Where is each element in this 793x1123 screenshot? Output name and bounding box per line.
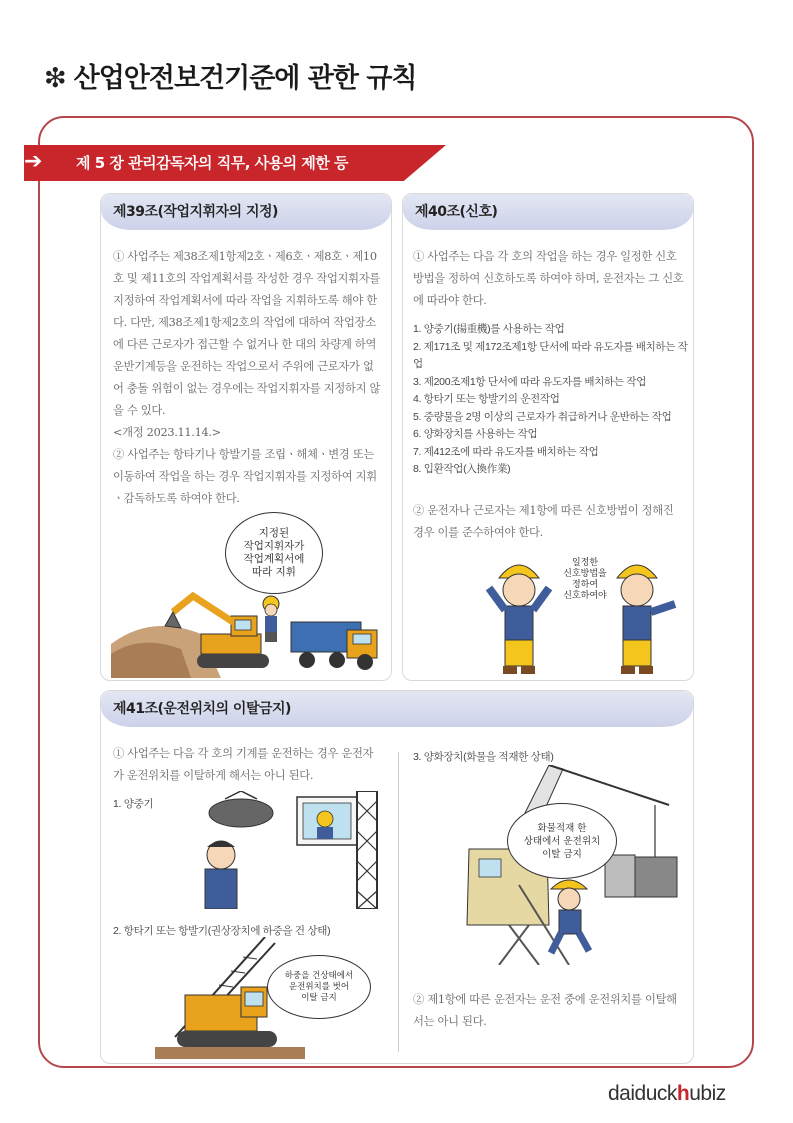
excavator-truck-illustration (111, 574, 383, 678)
crane-operator-illustration (171, 791, 381, 909)
article-40-card (402, 193, 694, 681)
item-1-label: 1. 양중기 (113, 798, 154, 810)
article-40-paragraph-2: ② 운전자나 근로자는 제1항에 따른 신호방법이 정해진 경우 이를 준수하여야 한다. (413, 504, 674, 539)
article-40-list (413, 321, 689, 479)
list-item: 1. 양중기(揚重機)를 사용하는 작업 (413, 323, 565, 335)
article-39-card (100, 193, 392, 681)
list-item: 8. 입환작업(入換作業) (413, 463, 511, 475)
article-39-title: 제39조(작업지휘자의 지정) (113, 204, 278, 220)
arrow-right-icon: ➔ (24, 149, 43, 174)
list-item: 3. 제200조제1항 단서에 따라 유도자를 배치하는 작업 (413, 375, 647, 388)
list-item: 2. 제171조 및 제172조제1항 단서에 따라 유도자를 배치하는 작업 (413, 340, 688, 370)
article-41-card (100, 690, 694, 1064)
crane-speech-bubble: 하중을 건상태에서 운전위치를 벗어 이탈 금지 (267, 955, 371, 1019)
article-41-paragraph-2: ② 제1항에 따른 운전자는 운전 중에 운전위치를 이탈해서는 아니 된다. (413, 993, 677, 1028)
article-41-paragraph-1: ① 사업주는 다음 각 호의 기계를 운전하는 경우 운전자가 운전위치를 이탈하게 해서는 아니 된다. (113, 747, 374, 782)
article-40-title: 제40조(신호) (415, 204, 498, 220)
column-divider (398, 752, 399, 1052)
item-2-label: 2. 항타기 또는 항발기(권상장치에 하중을 건 상태) (113, 925, 331, 937)
article-40-paragraph-1: ① 사업주는 다음 각 호의 작업을 하는 경우 일정한 신호방법을 정하여 신호하도록 하여야 하며, 운전자는 그 신호에 따라야 한다. (413, 250, 684, 307)
company-logo: daiduckhubiz (608, 1082, 726, 1105)
list-item: 6. 양화장치를 사용하는 작업 (413, 428, 538, 440)
article-39-paragraph-1-text: ① 사업주는 제38조제1항제2호ㆍ제6호ㆍ제8호ㆍ제10호 및 제11호의 작업계획서를 작성한 경우 작업지휘자를 지정하여 작업계획서에 따라 작업을 지휘하도록 해야 한다. 다만, 제38조제1항제2호의 작업에 대하여 작업장소에 다른 근로자가 접근할 수 없거나 한 대의 차량계 하역운반기계등을 운전하는 작업으로서 주위에 근로자가 없어 충돌 위험이 없는 경우에는 작업지휘자를 지정하지 않을 수 있다. (113, 250, 381, 417)
amendment-note: <개정 2023.11.14.> (113, 426, 221, 439)
page-title-text: 산업안전보건기준에 관한 규칙 (73, 63, 417, 94)
article-41-title: 제41조(운전위치의 이탈금지) (113, 701, 291, 717)
cargo-speech-bubble: 화물적재 한 상태에서 운전위치 이탈 금지 (507, 803, 617, 879)
list-item: 5. 중량물을 2명 이상의 근로자가 취급하거나 운반하는 작업 (413, 410, 672, 423)
item-3-label: 3. 양화장치(화물을 적재한 상태) (413, 751, 554, 763)
article-39-paragraph-1 (113, 246, 381, 444)
article-39-speech-bubble: 지정된 작업지휘자가 작업계획서에 따라 지휘 (225, 512, 323, 594)
list-item: 7. 제412조에 따라 유도자를 배치하는 작업 (413, 445, 599, 458)
page-title (44, 56, 417, 95)
list-item: 4. 항타기 또는 항발기의 운전작업 (413, 393, 560, 405)
article-39-paragraph-2: ② 사업주는 항타기나 항발기를 조립ㆍ해체ㆍ변경 또는 이동하여 작업을 하는 경우 작업지휘자를 지정하여 지휘ㆍ감독하도록 하여야 한다. (113, 448, 377, 505)
article-40-speech-bubble: 일정한 신호방법을 정하여 신호하여야 (563, 558, 607, 601)
asterisk-icon: ❇ (44, 63, 66, 94)
chapter-title: 제 5 장 관리감독자의 직무, 사용의 제한 등 (76, 154, 349, 172)
